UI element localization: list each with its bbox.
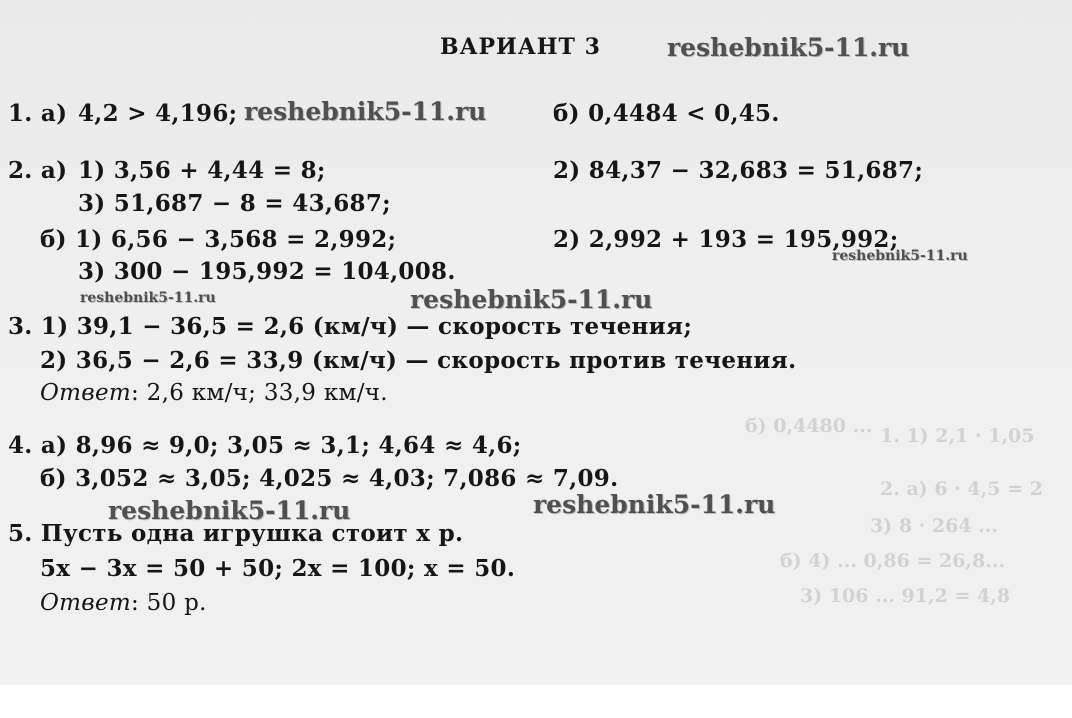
- answer-value: : 50 р.: [130, 590, 207, 616]
- watermark: reshebnik5-11.ru: [533, 490, 776, 519]
- bleed-through-text: 3) 8 · 264 ...: [870, 515, 999, 537]
- item-2a-2: 2) 84,37 − 32,683 = 51,687;: [553, 157, 924, 184]
- watermark: reshebnik5-11.ru: [108, 496, 351, 525]
- bleed-through-text: б) 0,4480 ...: [745, 415, 873, 437]
- answer-value: : 2,6 км/ч; 33,9 км/ч.: [130, 380, 388, 406]
- bleed-through-text: б) 4) ... 0,86 = 26,8...: [780, 550, 1006, 572]
- item-4a: 4. а) 8,96 ≈ 9,0; 3,05 ≈ 3,1; 4,64 ≈ 4,6;: [8, 432, 522, 459]
- answer-label: Ответ: [40, 380, 131, 406]
- item-2a-3: 3) 51,687 − 8 = 43,687;: [78, 190, 391, 217]
- item-3-line-2: 2) 36,5 − 2,6 = 33,9 (км/ч) — скорость против течения.: [40, 347, 797, 374]
- item-5-line-1: 5. Пусть одна игрушка стоит x р.: [8, 520, 464, 547]
- item-5-line-2: 5x − 3x = 50 + 50; 2x = 100; x = 50.: [40, 555, 516, 582]
- bleed-through-text: 2. а) 6 · 4,5 = 2: [880, 478, 1043, 500]
- answer-label: Ответ: [40, 590, 131, 616]
- item-3-answer: [40, 380, 388, 406]
- item-2b-3: 3) 300 − 195,992 = 104,008.: [78, 258, 456, 285]
- item-1a-label: 1. а): [8, 100, 68, 127]
- item-2a-label: 2. а): [8, 157, 68, 184]
- watermark: reshebnik5-11.ru: [832, 248, 968, 264]
- item-4b: б) 3,052 ≈ 3,05; 4,025 ≈ 4,03; 7,086 ≈ 7,09.: [40, 465, 619, 492]
- item-2b-1: б) 1) 6,56 − 3,568 = 2,992;: [40, 226, 397, 253]
- item-2a-1: 1) 3,56 + 4,44 = 8;: [78, 157, 326, 184]
- item-1b: б) 0,4484 < 0,45.: [553, 100, 780, 127]
- bleed-through-text: 3) 106 ... 91,2 = 4,8: [800, 585, 1011, 607]
- item-1a: 4,2 > 4,196;: [78, 100, 238, 127]
- watermark: reshebnik5-11.ru: [244, 97, 487, 126]
- bleed-through-text: 1. 1) 2,1 · 1,05: [880, 425, 1035, 447]
- watermark: reshebnik5-11.ru: [80, 290, 216, 306]
- item-3-line-1: 3. 1) 39,1 − 36,5 = 2,6 (км/ч) — скорость течения;: [8, 313, 693, 340]
- item-2b-2: 2) 2,992 + 193 = 195,992;: [553, 226, 899, 253]
- item-5-answer: [40, 590, 207, 616]
- watermark: reshebnik5-11.ru: [410, 285, 653, 314]
- watermark: reshebnik5-11.ru: [667, 33, 910, 62]
- page-heading: ВАРИАНТ 3: [440, 34, 601, 60]
